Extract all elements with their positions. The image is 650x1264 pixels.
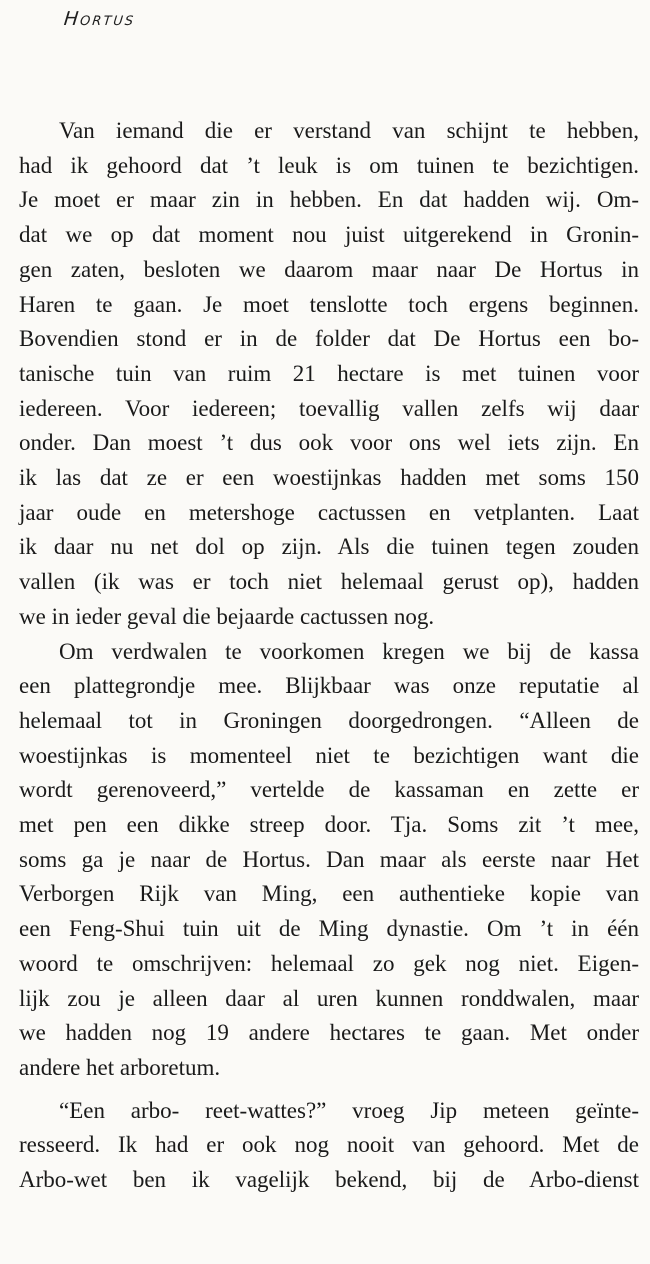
text-line: lijk zou je alleen daar al uren kunnen ronddwalen, maar <box>19 985 639 1011</box>
text-line: vallen (ik was er toch niet helemaal gerust op), hadden <box>19 569 639 595</box>
text-line: helemaal tot in Groningen doorgedrongen. “Alleen de <box>19 707 639 733</box>
text-line: onder. Dan moest ’t dus ook voor ons wel iets zijn. En <box>19 430 639 456</box>
text-line: een plattegrondje mee. Blijkbaar was onze reputatie al <box>19 673 639 699</box>
text-line: soms ga je naar de Hortus. Dan maar als eerste naar Het <box>19 846 639 872</box>
text-line: met pen een dikke streep door. Tja. Soms zit ’t mee, <box>19 812 639 838</box>
text-line: jaar oude en metershoge cactussen en vetplanten. Laat <box>19 499 639 525</box>
paragraph-3 <box>19 1094 639 1198</box>
running-header: Hortus <box>62 8 137 30</box>
text-line: dat we op dat moment nou juist uitgerekend in Gronin- <box>19 222 639 248</box>
text-line: andere het arboretum. <box>19 1054 221 1080</box>
text-line: Arbo-wet ben ik vagelijk bekend, bij de Arbo-dienst <box>19 1167 639 1193</box>
text-line: iedereen. Voor iedereen; toevallig vallen zelfs wij daar <box>19 395 639 421</box>
text-line: woestijnkas is momenteel niet te bezichtigen want die <box>19 742 639 768</box>
text-line: tanische tuin van ruim 21 hectare is met tuinen voor <box>19 360 639 386</box>
text-line: Om verdwalen te voorkomen kregen we bij de kassa <box>59 638 639 664</box>
text-line: woord te omschrijven: helemaal zo gek nog niet. Eigen- <box>19 950 639 976</box>
text-line: we hadden nog 19 andere hectares te gaan. Met onder <box>19 1020 639 1046</box>
text-line: Bovendien stond er in de folder dat De Hortus een bo- <box>19 326 639 352</box>
text-line: een Feng-Shui tuin uit de Ming dynastie. Om ’t in één <box>19 916 639 942</box>
paragraph-1 <box>19 114 639 635</box>
text-line: ik las dat ze er een woestijnkas hadden met soms 150 <box>19 465 639 491</box>
text-line: “Een arbo- reet-wattes?” vroeg Jip meteen geïnte- <box>59 1097 639 1123</box>
body-text <box>19 114 639 1198</box>
text-line: Verborgen Rijk van Ming, een authentieke kopie van <box>19 881 639 907</box>
text-line: Van iemand die er verstand van schijnt te hebben, <box>59 118 639 143</box>
paragraph-2 <box>19 635 639 1086</box>
text-line: wordt gerenoveerd,” vertelde de kassaman en zette er <box>19 777 639 803</box>
text-line: Haren te gaan. Je moet tenslotte toch ergens beginnen. <box>19 291 639 317</box>
paragraph-spacer <box>19 1086 639 1094</box>
text-line: gen zaten, besloten we daarom maar naar De Hortus in <box>19 256 639 282</box>
text-line: ik daar nu net dol op zijn. Als die tuinen tegen zouden <box>19 534 639 560</box>
text-line: we in ieder geval die bejaarde cactussen nog. <box>19 603 435 629</box>
text-line: Je moet er maar zin in hebben. En dat hadden wij. Om- <box>19 187 639 213</box>
text-line: had ik gehoord dat ’t leuk is om tuinen te bezichtigen. <box>19 152 639 178</box>
text-line: resseerd. Ik had er ook nog nooit van gehoord. Met de <box>19 1132 639 1158</box>
